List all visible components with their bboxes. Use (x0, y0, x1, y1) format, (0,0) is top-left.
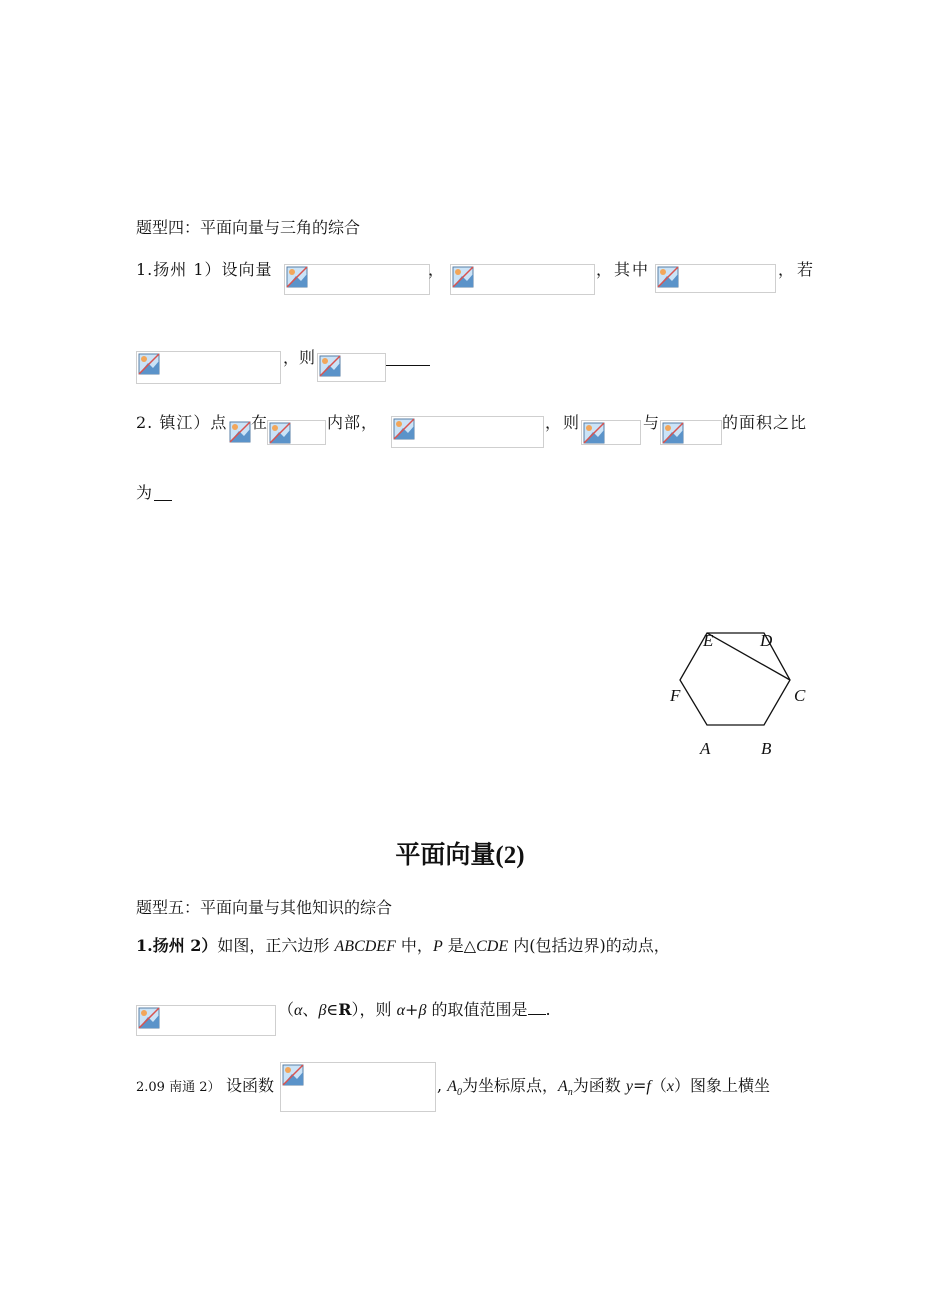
vertex-label-a: A (700, 739, 711, 758)
q1-comma: ， (428, 260, 445, 279)
s5-q2-source: 2.09 南通 2） (136, 1080, 221, 1095)
vertex-label-b: B (761, 739, 772, 758)
x-symbol: x (666, 1078, 674, 1095)
q2-ze: ，则 (545, 413, 582, 432)
formula-image-icon (136, 351, 281, 384)
y-symbol: y (625, 1078, 633, 1095)
formula-image-icon (655, 264, 776, 293)
cond-sep: 、 (302, 1000, 319, 1019)
section4-heading: 题型四：平面向量与三角的综合 (136, 218, 361, 237)
formula-image-icon (280, 1062, 436, 1112)
formula-image-icon (136, 1005, 276, 1036)
s5-q1-tri: CDE (476, 938, 509, 955)
section5-heading: 题型五：平面向量与其他知识的综合 (136, 898, 393, 917)
comma: , (437, 1076, 443, 1095)
q1-ze: ，则 (283, 348, 316, 367)
vertex-label-f: F (670, 686, 681, 705)
alpha-symbol: α (294, 1002, 303, 1019)
formula-image-icon (228, 420, 251, 444)
cond-range-text: 的取值范围是 (426, 1000, 528, 1019)
plus-symbol: + (405, 1000, 419, 1019)
s5-q2-text-d: 图象上横坐 (689, 1076, 770, 1095)
cond-close: ），则 (351, 1000, 397, 1019)
s5-q1-cond (278, 1000, 551, 1021)
element-of-symbol: ∈ (326, 1000, 339, 1019)
paren-open: （ (650, 1076, 667, 1095)
equals: = (632, 1076, 647, 1095)
cond-open: （ (278, 1000, 295, 1019)
vertex-label-c: C (794, 686, 806, 705)
an-symbol: A (557, 1078, 568, 1095)
reals-symbol: R (338, 1000, 352, 1019)
q1-prefix: 1.扬州 1）设向量 (136, 260, 273, 279)
alpha-symbol: α (396, 1002, 406, 1019)
s5-q1-text-d: 内(包括边界)的动点， (508, 936, 670, 955)
formula-image-icon (284, 264, 430, 295)
a0-subscript: 0 (456, 1087, 462, 1099)
an-subscript: n (567, 1087, 573, 1099)
q2-zai: 在 (251, 413, 268, 432)
q2-ratio: 的面积之比 (722, 413, 808, 432)
q2-neibu: 内部， (327, 413, 379, 432)
s5-q1-text-a: 如图，正六边形 (217, 936, 335, 955)
formula-image-icon (450, 264, 595, 295)
vertex-label-e: E (703, 631, 714, 650)
s5-q2-text-b: 为坐标原点， (461, 1076, 558, 1095)
formula-image-icon (391, 416, 544, 448)
s5-q1-line (136, 936, 670, 957)
q2-wei: 为 (136, 483, 153, 502)
q1-ruo: ，若 (778, 260, 817, 279)
period: . (545, 1000, 551, 1019)
paren-close: ） (673, 1076, 690, 1095)
q2-yu: 与 (643, 413, 660, 432)
s5-q1-p: P (432, 938, 443, 955)
answer-blank (154, 500, 172, 501)
formula-image-icon (660, 420, 722, 445)
a0-symbol: A (447, 1078, 457, 1095)
page-title: 平面向量(2) (395, 842, 525, 869)
s5-q1-text-b: 中， (395, 936, 433, 955)
s5-q1-hex: ABCDEF (334, 938, 396, 955)
s5-q2-line (437, 1076, 770, 1103)
beta-symbol: β (418, 1002, 427, 1019)
vertex-label-d: D (760, 631, 773, 650)
s5-q1-source: 1.扬州 2） (136, 936, 218, 955)
q2-prefix: 2. 镇江）点 (136, 413, 228, 432)
answer-blank (386, 365, 430, 366)
s5-q2-text-a: 设函数 (226, 1076, 275, 1095)
beta-symbol: β (318, 1002, 327, 1019)
s5-q1-text-c: 是△ (442, 936, 477, 955)
answer-blank (528, 1000, 546, 1015)
f-symbol: f (646, 1078, 651, 1095)
s5-q2-text-c: 为函数 (572, 1076, 626, 1095)
formula-image-icon (581, 420, 641, 445)
formula-image-icon (317, 353, 386, 382)
formula-image-icon (267, 420, 326, 445)
q1-mid: ，其中 (596, 260, 651, 279)
